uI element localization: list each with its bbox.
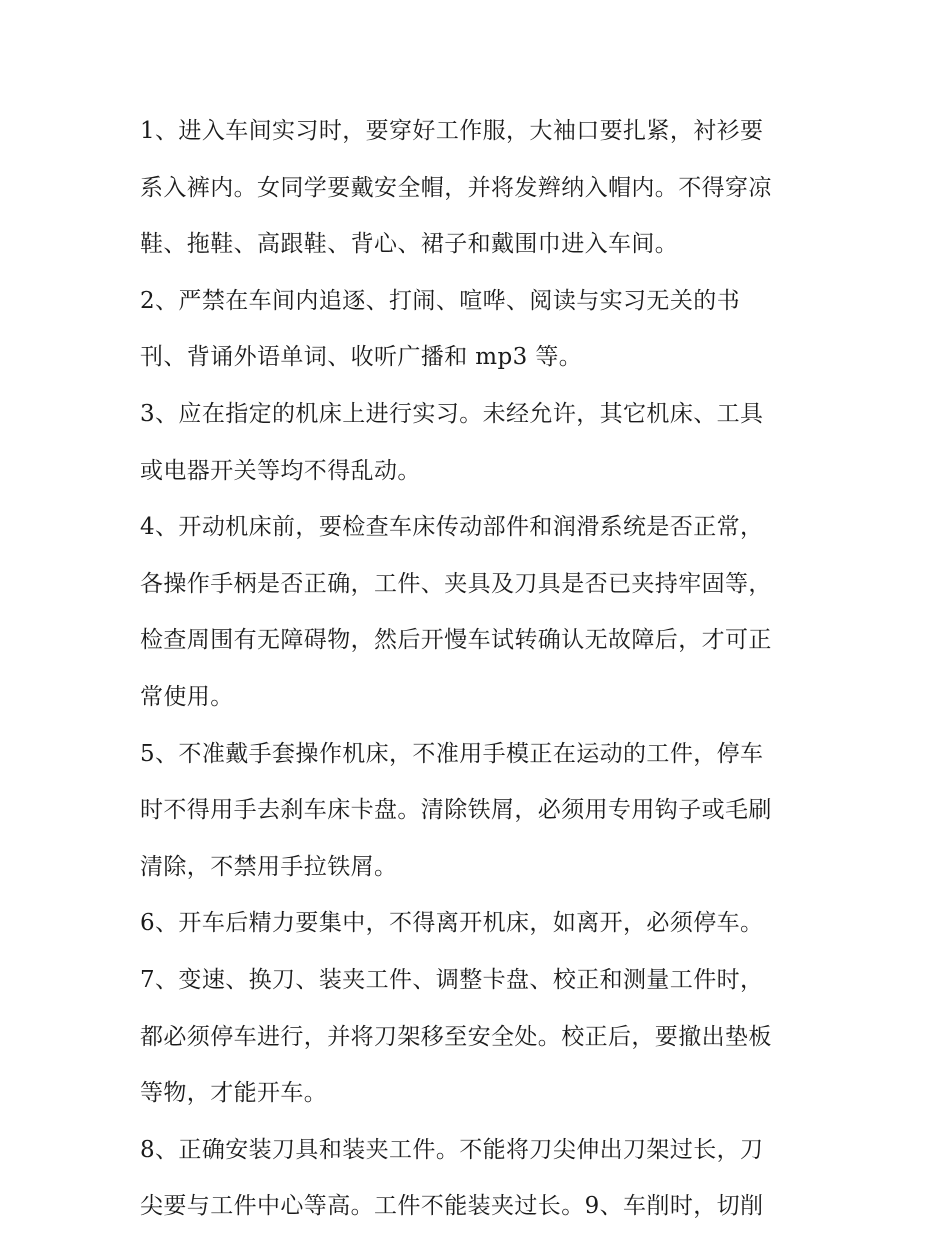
document-body xyxy=(140,109,820,1241)
text-line: 时不得用手去刹车床卡盘。清除铁屑，必须用专用钩子或毛刷 xyxy=(140,797,772,824)
text-line: 7、变速、换刀、装夹工件、调整卡盘、校正和测量工件时， xyxy=(140,966,764,993)
text-line: 8、正确安装刀具和装夹工件。不能将刀尖伸出刀架过长，刀 xyxy=(140,1136,764,1163)
text-line: 2、严禁在车间内追逐、打闹、喧哗、阅读与实习无关的书 xyxy=(140,287,741,314)
text-line: 或电器开关等均不得乱动。 xyxy=(140,457,421,484)
text-line: 5、不准戴手套操作机床，不准用手模正在运动的工件，停车 xyxy=(140,740,764,767)
text-line: 3、应在指定的机床上进行实习。未经允许，其它机床、工具 xyxy=(140,400,764,427)
text-line: 鞋、拖鞋、高跟鞋、背心、裙子和戴围巾进入车间。 xyxy=(140,231,679,258)
text-line: 检查周围有无障碍物，然后开慢车试转确认无故障后，才可正 xyxy=(140,627,772,654)
text-line: 1、进入车间实习时，要穿好工作服，大袖口要扎紧，衬衫要 xyxy=(140,118,764,144)
text-line: 刊、背诵外语单词、收听广播和 mp3 等。 xyxy=(140,344,583,371)
text-line: 尖要与工件中心等高。工件不能装夹过长。9、车削时，切削 xyxy=(140,1193,764,1220)
text-line: 6、开车后精力要集中，不得离开机床，如离开，必须停车。 xyxy=(140,910,764,937)
text-line: 4、开动机床前，要检查车床传动部件和润滑系统是否正常， xyxy=(140,514,764,541)
text-line: 各操作手柄是否正确，工件、夹具及刀具是否已夹持牢固等， xyxy=(140,570,772,597)
text-line: 都必须停车进行，并将刀架移至安全处。校正后，要撤出垫板 xyxy=(140,1023,772,1050)
text-line: 等物，才能开车。 xyxy=(140,1080,328,1107)
text-line: 清除，不禁用手拉铁屑。 xyxy=(140,853,398,880)
text-line: 系入裤内。女同学要戴安全帽，并将发辫纳入帽内。不得穿凉 xyxy=(140,174,772,201)
text-line: 常使用。 xyxy=(140,683,234,710)
